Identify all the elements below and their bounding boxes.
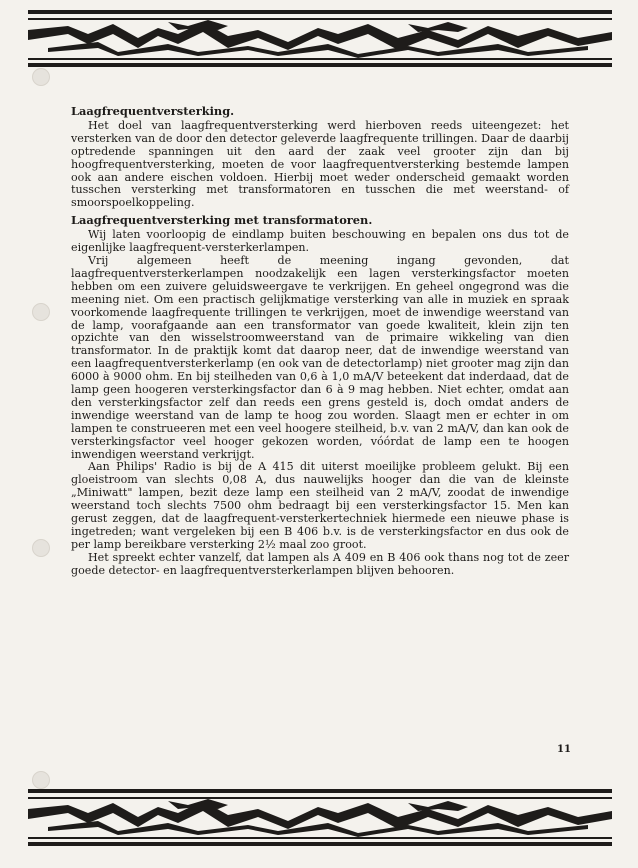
page-number: 11 [557,744,571,755]
paragraph: Vrij algemeen heeft de meening ingang gevonden, dat laagfrequentversterkerlampen noodzakelijk een lagen versterkingsfactor moeten hebben om een zuivere geluidsweergave te verkrijgen. En geheel ongegrond was die meening niet. Om een practisch gelijkmatige versterking van alle in muziek en spraak voorkomende laagfrequente trillingen te verkrijgen, moet de inwendige weerstand van de lamp, voorafgaande aan een transformator van goede kwaliteit, klein zijn ten opzichte van den wisselstroomweerstand van de primaire wikkeling van dien transformator. In de praktijk komt dat daarop neer, dat de inwendige weerstand van een laagfrequentversterkerlamp (en ook van de detectorlamp) niet grooter mag zijn dan 6000 à 9000 ohm. En bij steilheden van 0,6 à 1,0 mA/V beteekent dat inderdaad, dat de lamp geen hoogeren versterkingsfactor dan 6 à 9 mag hebben. Niet echter, omdat aan den versterkingsfactor zelf dan reeds een grens gesteld is, doch omdat anders de inwendige weerstand van de lamp te hoog zou worden. Slaagt men er echter in om lampen te construeeren met een veel hoogere steilheid, b.v. van 2 mA/V, dan kan ook de versterkingsfactor veel hooger gekozen worden, vóórdat de lamp een te hoogen inwendigen weerstand verkrijgt. [71,253,570,461]
decorative-border-top [28,4,612,72]
paragraph: Het spreekt echter vanzelf, dat lampen als A 409 en B 406 ook thans nog tot de zeer goede detector- en laagfrequentversterkerlampen blijven behooren. [71,550,569,577]
paragraph: Het doel van laagfrequentversterking werd hierboven reeds uiteengezet: het versterken van de door den detector geleverde laagfrequente trillingen. Daar de daarbij optredende spanningen uit den aard der zaak veel grooter zijn dan bij hoogfrequentversterking, moeten de voor laagfrequentversterking bestemde lampen ook aan andere eischen voldoen. Hierbij moet weder onderscheid gemaakt worden tusschen versterking met transformatoren en tusschen die met weerstand- of smoorspoelkoppeling. [71,118,569,210]
binder-hole [32,539,50,557]
paragraph: Wij laten voorloopig de eindlamp buiten beschouwing en bepalen ons dus tot de eigenlijke laagfrequent-versterkerlampen. [71,228,569,255]
section-heading-laagfrequentversterking: Laagfrequentversterking. [71,104,235,118]
binder-hole [32,303,50,321]
decorative-border-bottom [28,783,612,851]
section-heading-transformatoren: Laagfrequentversterking met transformatoren. [71,213,373,228]
paragraph: Aan Philips' Radio is bij de A 415 dit uiterst moeilijke probleem gelukt. Bij een gloeistroom van slechts 0,08 A, dus nauwelijks hooger dan die van de kleinste „Miniwatt" lampen, bezit deze lamp een steilheid van 2 mA/V, zoodat de inwendige weerstand toch slechts 7500 ohm bedraagt bij een versterkingsfactor 15. Men kan gerust zeggen, dat de laagfrequent-versterkertechniek hiermede een nieuwe phase is ingetreden; want vergeleken bij een B 406 b.v. is de versterkingsfactor en dus ook de per lamp bereikbare versterking 2½ maal zoo groot. [71,460,569,551]
binder-hole [32,68,50,86]
page-body [71,105,569,578]
